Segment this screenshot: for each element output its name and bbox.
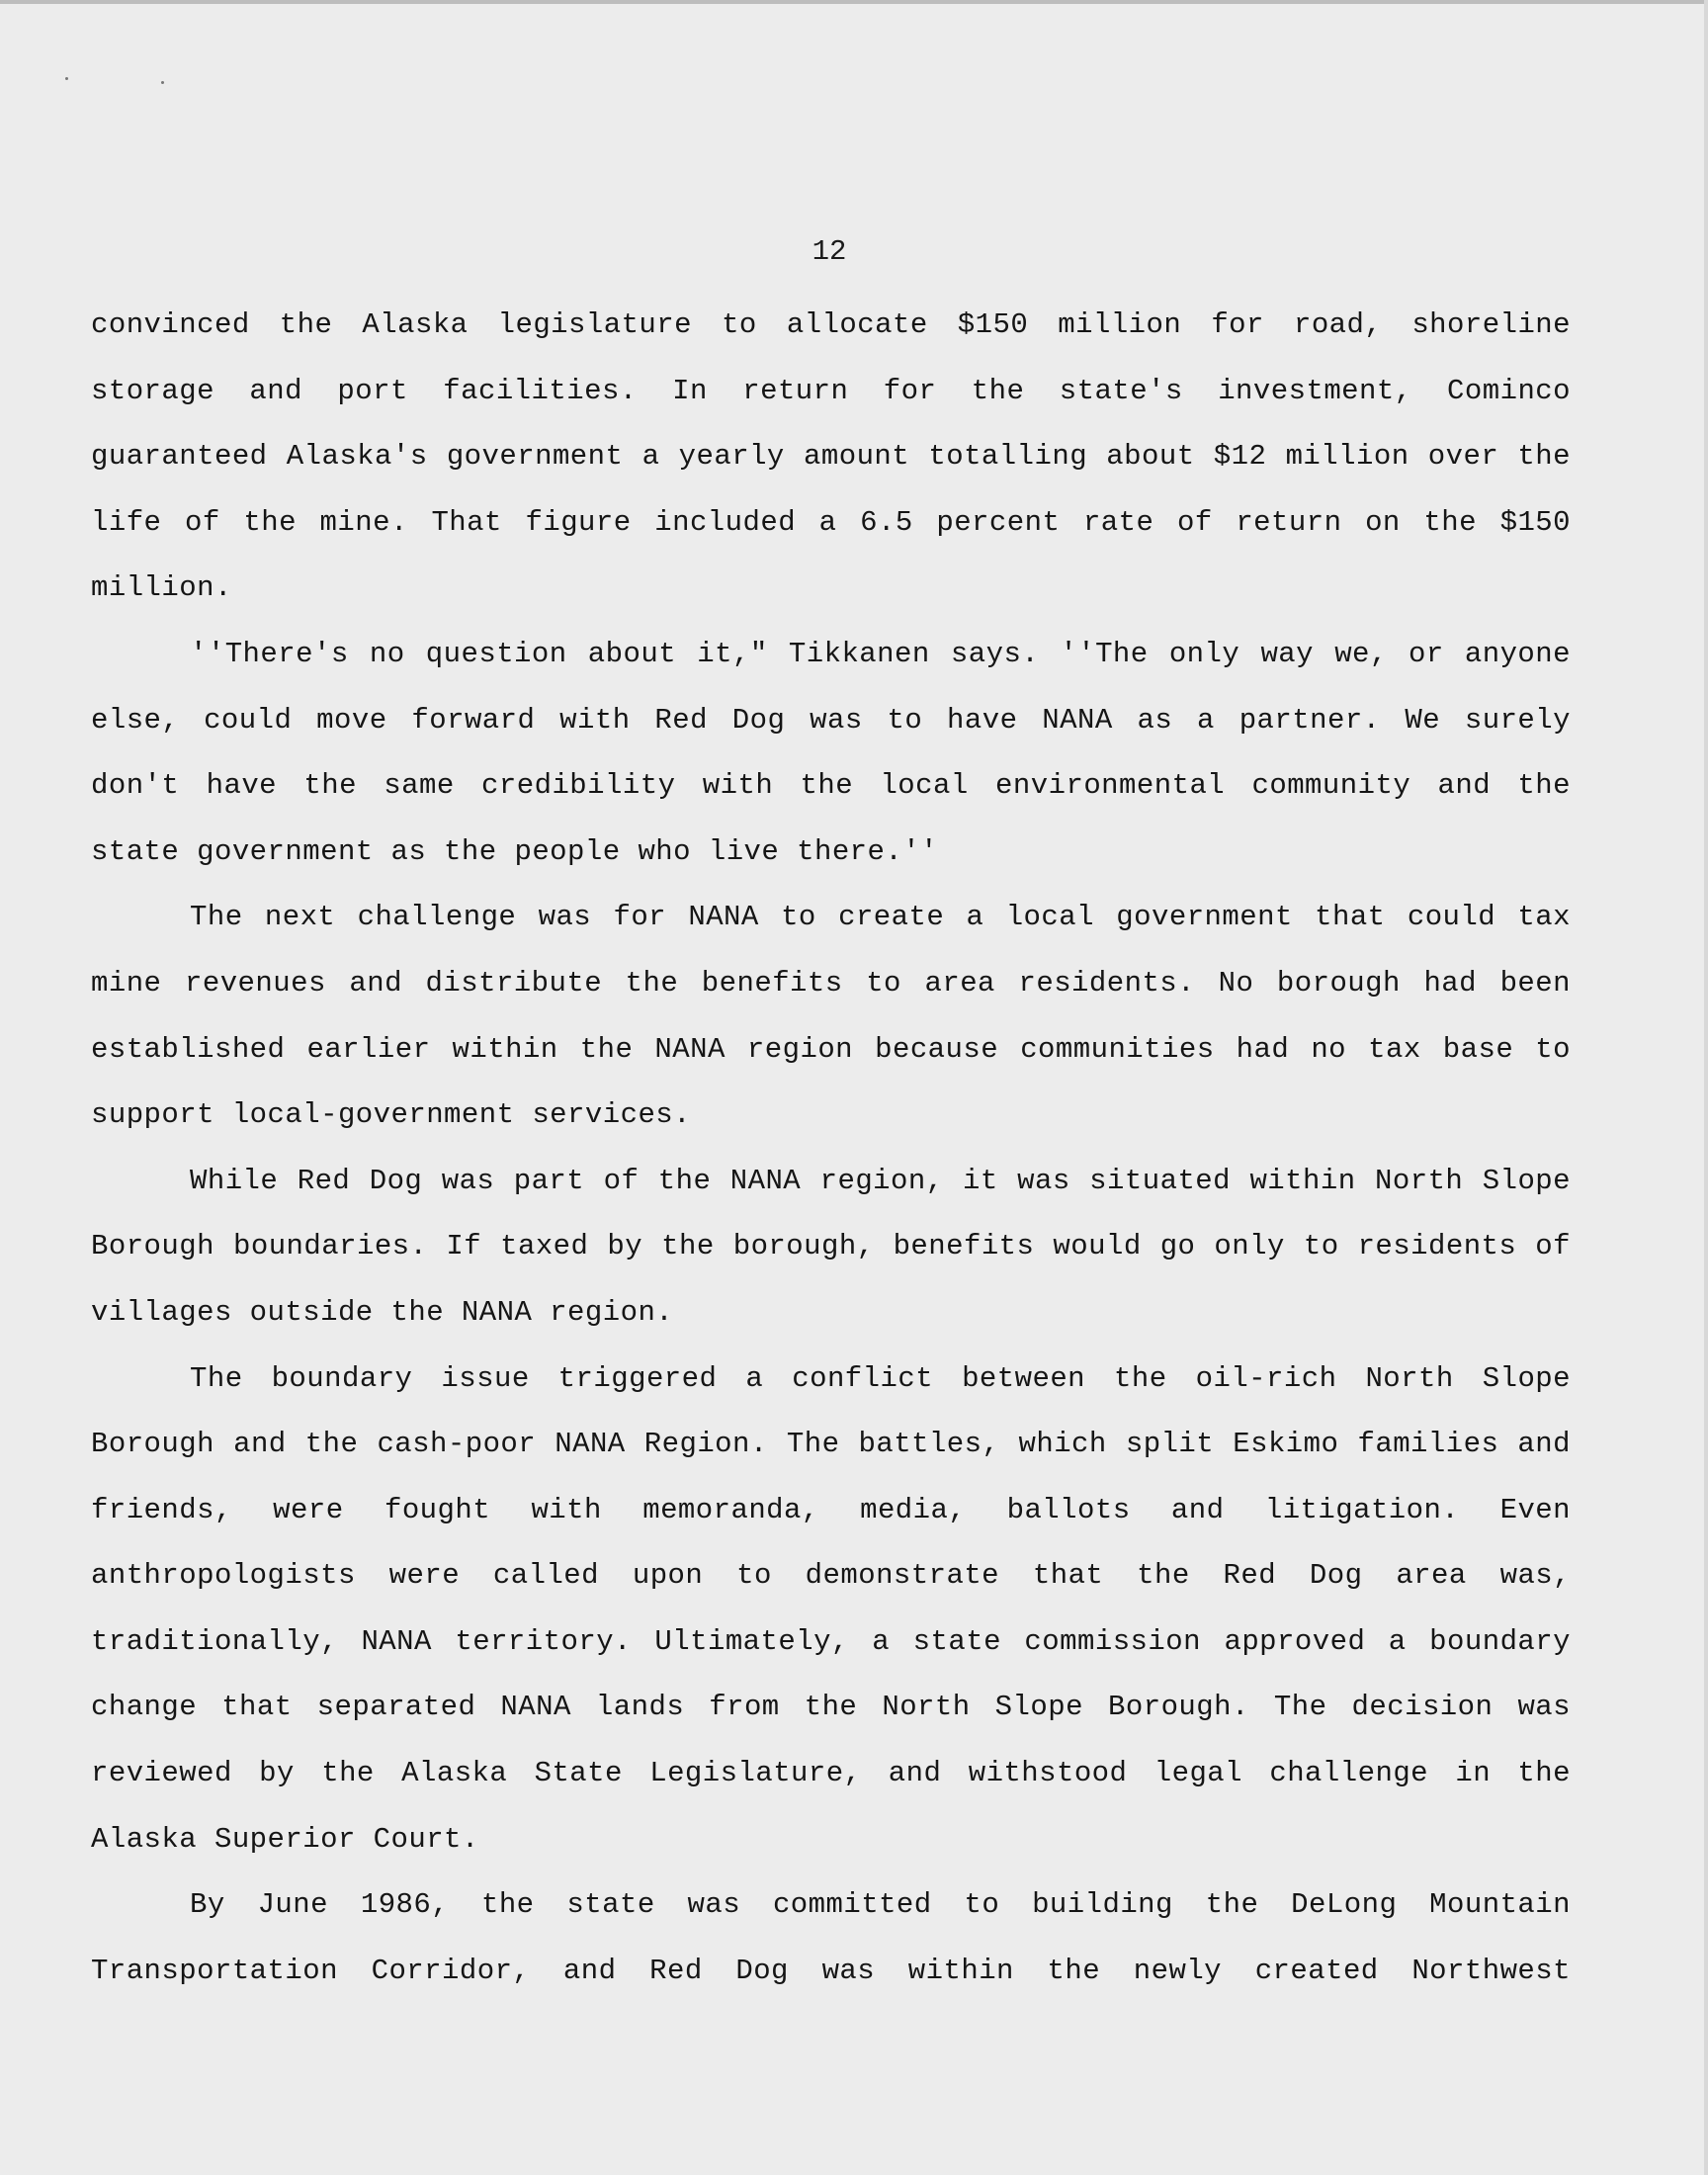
- paragraph: convinced the Alaska legislature to allocate $150 million for road, shoreline storage and port facilities. In return for the state's investment, Cominco guaranteed Alaska's government a yearly amount totalling about $12 million over the life of the mine. That figure included a 6.5 percent rate of return on the $150 million.: [91, 308, 1571, 605]
- scan-right-edge: [1704, 0, 1708, 2175]
- paragraph: The next challenge was for NANA to create a local government that could tax mine revenues and distribute the benefits to area residents. No borough had been established earlier within the NANA region because communities had no tax base to support local-government services.: [91, 901, 1571, 1132]
- paragraph-continued: By June 1986, the state was committed to building the DeLong Mountain Transportation Corridor, and Red Dog was within the newly created Northwest: [91, 1888, 1571, 1987]
- page-number: 12: [811, 235, 847, 268]
- scan-speck: [65, 77, 68, 80]
- scan-top-edge: [0, 0, 1708, 4]
- paragraph: While Red Dog was part of the NANA region, it was situated within North Slope Borough boundaries. If taxed by the borough, benefits would go only to residents of villages outside the NANA region.: [91, 1164, 1571, 1329]
- scan-speck: [161, 81, 164, 84]
- paragraph: The boundary issue triggered a conflict between the oil-rich North Slope Borough and the cash-poor NANA Region. The battles, which split Eskimo families and friends, were fought with memoranda, media, ballots and litigation. Even anthropologists were called upon to demonstrate that the Red Dog area was, traditionally, NANA territory. Ultimately, a state commission approved a boundary change that separated NANA lands from the North Slope Borough. The decision was reviewed by the Alaska State Legislature, and withstood legal challenge in the Alaska Superior Court.: [91, 1361, 1571, 1856]
- body-text: [91, 293, 1571, 2004]
- paragraph: ''There's no question about it," Tikkanen says. ''The only way we, or anyone else, could move forward with Red Dog was to have NANA as a partner. We surely don't have the same credibility with the local environmental community and the state government as the people who live there.'': [91, 637, 1571, 868]
